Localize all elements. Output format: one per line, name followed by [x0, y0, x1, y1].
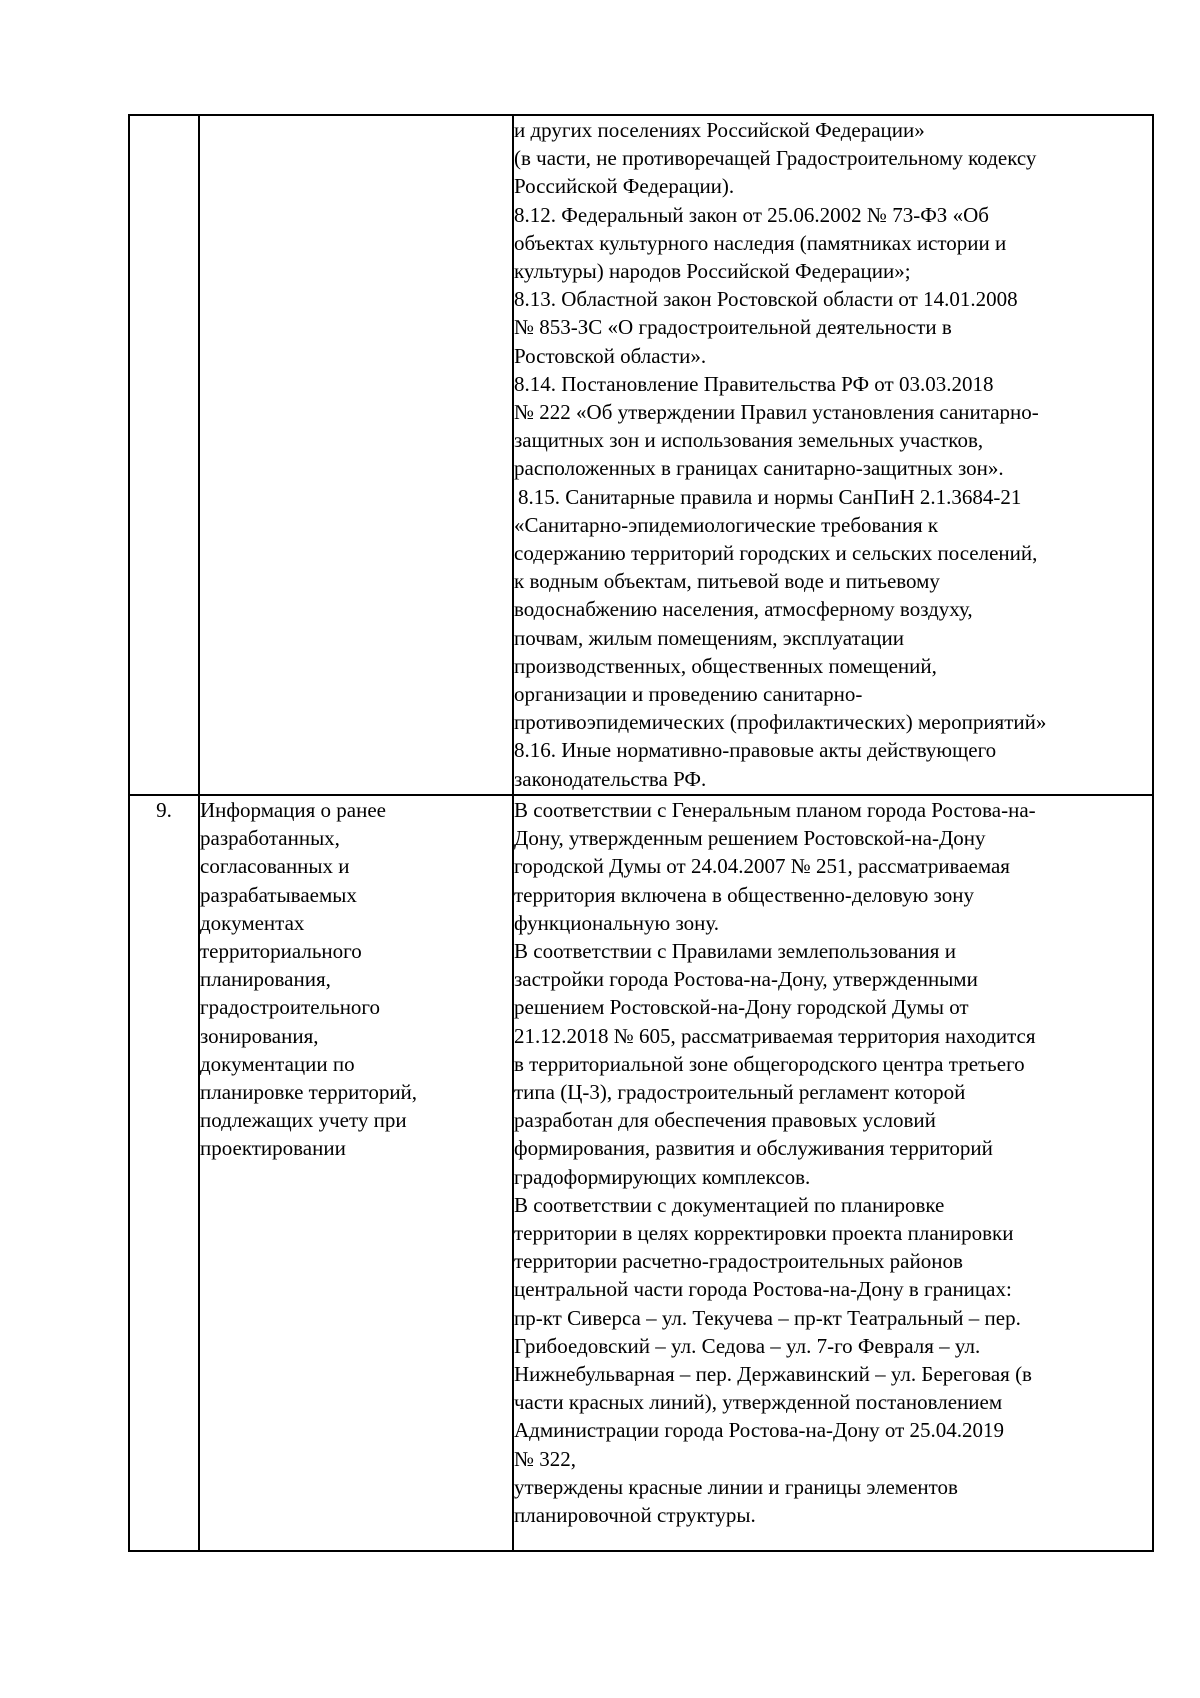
- text-line: содержанию территорий городских и сельских поселений,: [514, 541, 1038, 566]
- label-line: разрабатываемых: [200, 882, 357, 907]
- label-line: градостроительного: [200, 995, 381, 1020]
- row-content-cell: [513, 115, 1153, 795]
- label-line: согласованных и: [200, 854, 350, 879]
- text-line: противоэпидемических (профилактических) мероприятий»: [514, 710, 1047, 735]
- text-line: № 853-ЗС «О градостроительной деятельности в: [514, 315, 952, 340]
- text-line: центральной части города Ростова-на-Дону в границах:: [514, 1277, 1012, 1302]
- text-line: (в части, не противоречащей Градостроительному кодексу: [514, 146, 1037, 171]
- text-line: формирования, развития и обслуживания территорий: [514, 1136, 993, 1161]
- text-line: пр-кт Сиверса – ул. Текучева – пр-кт Театральный – пер.: [514, 1305, 1021, 1330]
- text-line: культуры) народов Российской Федерации»;: [514, 259, 911, 284]
- text-line: 8.14. Постановление Правительства РФ от 03.03.2018: [514, 371, 994, 396]
- label-line: разработанных,: [200, 826, 340, 851]
- text-line: застройки города Ростова-на-Дону, утвержденными: [514, 967, 978, 992]
- text-line: функциональную зону.: [514, 910, 720, 935]
- text-line: В соответствии с Правилами землепользования и: [514, 939, 956, 964]
- text-line: № 222 «Об утверждении Правил установления санитарно-: [514, 400, 1039, 425]
- text-line: Ростовской области».: [514, 343, 707, 368]
- text-line: объектах культурного наследия (памятниках истории и: [514, 230, 1007, 255]
- table-row: [129, 115, 1153, 795]
- text-line: 21.12.2018 № 605, рассматриваемая территория находится: [514, 1023, 1036, 1048]
- label-line: документации по: [200, 1051, 355, 1076]
- text-line: почвам, жилым помещениям, эксплуатации: [514, 625, 904, 650]
- text-line: законодательства РФ.: [514, 766, 707, 791]
- label-line: планировке территорий,: [200, 1080, 418, 1105]
- text-line: Российской Федерации).: [514, 174, 735, 199]
- text-line: градоформирующих комплексов.: [514, 1164, 811, 1189]
- text-line: В соответствии с Генеральным планом города Ростова-на-: [514, 798, 1036, 822]
- label-line: планирования,: [200, 967, 331, 992]
- row-label-cell: [199, 795, 513, 1551]
- text-line: к водным объектам, питьевой воде и питьевому: [514, 569, 940, 594]
- text-line: 8.13. Областной закон Ростовской области от 14.01.2008: [514, 287, 1018, 312]
- text-line: типа (Ц-3), градостроительный регламент которой: [514, 1080, 966, 1105]
- label-line: документах: [200, 910, 305, 935]
- label-line: подлежащих учету при: [200, 1108, 407, 1133]
- row-number-cell: 9.: [129, 795, 199, 1551]
- text-line: решением Ростовской-на-Дону городской Думы от: [514, 995, 969, 1020]
- text-line: Грибоедовский – ул. Седова – ул. 7-го Февраля – ул.: [514, 1333, 981, 1358]
- text-line: территория включена в общественно-деловую зону: [514, 882, 974, 907]
- text-line: 8.15. Санитарные правила и нормы СанПиН 2.1.3684-21: [518, 484, 1022, 509]
- text-line: территории в целях корректировки проекта планировки: [514, 1221, 1014, 1246]
- text-line: разработан для обеспечения правовых условий: [514, 1108, 936, 1133]
- text-line: № 322,: [514, 1446, 577, 1471]
- text-line: утверждены красные линии и границы элементов: [514, 1474, 958, 1499]
- text-line: Администрации города Ростова-на-Дону от 25.04.2019: [514, 1418, 1005, 1443]
- text-line: части красных линий), утвержденной постановлением: [514, 1390, 1003, 1415]
- text-line: защитных зон и использования земельных участков,: [514, 428, 984, 453]
- label-line: Информация о ранее: [200, 798, 386, 822]
- text-line: Дону, утвержденным решением Ростовской-на-Дону: [514, 826, 986, 851]
- requirements-table: [128, 114, 1154, 1552]
- row-number-cell: [129, 115, 199, 795]
- text-line: в территориальной зоне общегородского центра третьего: [514, 1051, 1025, 1076]
- text-line: 8.12. Федеральный закон от 25.06.2002 № 73-ФЗ «Об: [514, 202, 989, 227]
- text-line: производственных, общественных помещений,: [514, 653, 937, 678]
- label-line: зонирования,: [200, 1023, 319, 1048]
- text-line: и других поселениях Российской Федерации»: [514, 118, 925, 142]
- label-line: проектировании: [200, 1136, 346, 1161]
- text-line: планировочной структуры.: [514, 1503, 756, 1528]
- text-line: городской Думы от 24.04.2007 № 251, рассматриваемая: [514, 854, 1010, 879]
- text-line: расположенных в границах санитарно-защитных зон».: [514, 456, 1004, 481]
- table-row: [129, 795, 1153, 1551]
- text-line: организации и проведению санитарно-: [514, 682, 863, 707]
- text-line: территории расчетно-градостроительных районов: [514, 1249, 963, 1274]
- row-label-cell: [199, 115, 513, 795]
- text-line: «Санитарно-эпидемиологические требования к: [514, 512, 939, 537]
- text-line: Нижнебульварная – пер. Державинский – ул. Береговая (в: [514, 1362, 1032, 1387]
- label-line: территориального: [200, 939, 362, 964]
- row-content-cell: [513, 795, 1153, 1551]
- text-line: В соответствии с документацией по планировке: [514, 1192, 945, 1217]
- text-line: водоснабжению населения, атмосферному воздуху,: [514, 597, 973, 622]
- text-line: 8.16. Иные нормативно-правовые акты действующего: [514, 738, 997, 763]
